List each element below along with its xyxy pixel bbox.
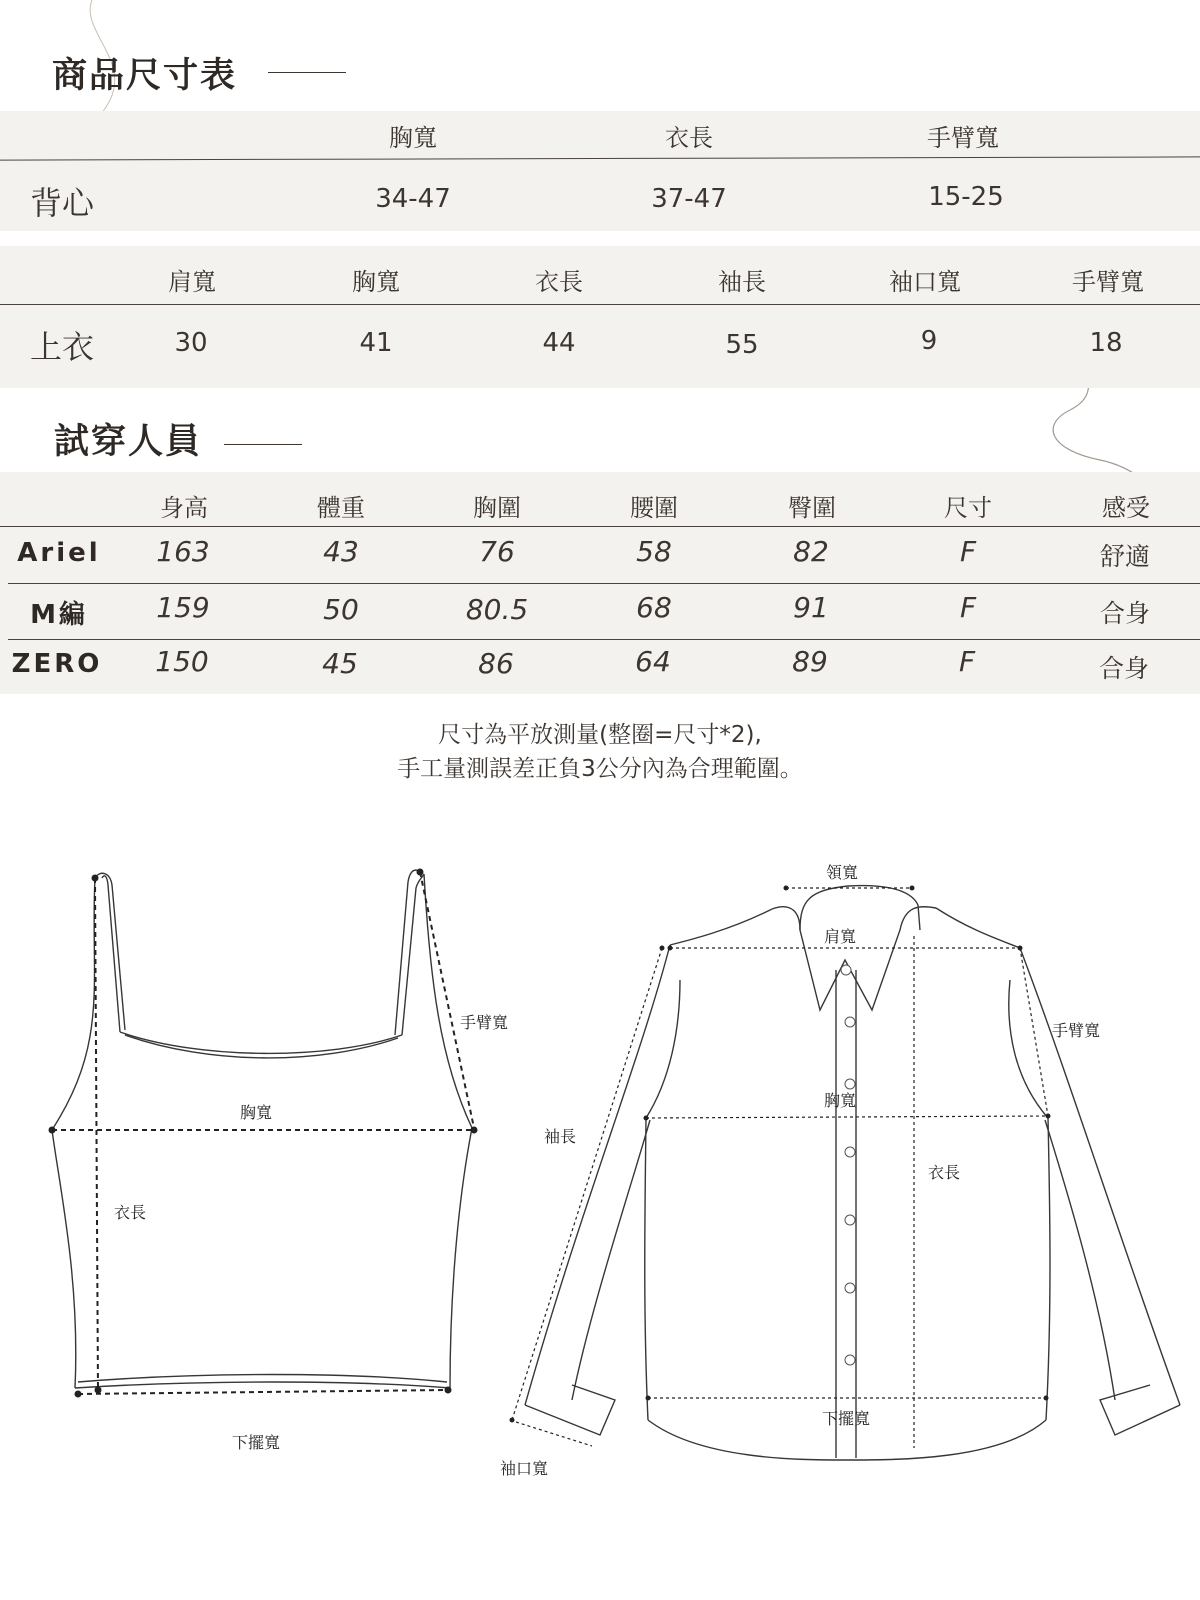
shirt-arm-label: 手臂寬: [1052, 1021, 1101, 1040]
fitting-cell: F: [958, 645, 976, 678]
top-value-length: 44: [542, 328, 576, 358]
shirt-chest-label: 胸寬: [824, 1091, 857, 1110]
vest-table: [0, 111, 1200, 231]
fitting-cell: 163: [156, 535, 210, 568]
fitting-cell: 91: [793, 591, 829, 624]
shirt-shoulder-label: 肩寬: [824, 927, 857, 946]
fitting-header-size: 尺寸: [944, 494, 992, 522]
fitting-cell: 159: [156, 591, 210, 624]
vest-diagram: [0, 860, 520, 1480]
top-value-chest: 41: [359, 328, 393, 358]
top-divider: [0, 304, 1200, 305]
shirt-hem-label: 下擺寬: [822, 1409, 871, 1428]
fitting-cell: 68: [636, 591, 672, 624]
vest-header-chest: 胸寬: [389, 124, 437, 152]
fitting-divider: [8, 583, 1200, 584]
vest-row-label: 背心: [30, 184, 95, 222]
fitting-title: 試穿人員: [54, 421, 203, 462]
fitting-header-bust: 胸圍: [473, 494, 521, 522]
vest-arm-label: 手臂寬: [460, 1013, 509, 1032]
size-chart-title: 商品尺寸表: [52, 55, 238, 96]
measurement-note-line1: 尺寸為平放測量(整圈=尺寸*2),: [438, 722, 762, 748]
measurement-note-line2: 手工量測誤差正負3公分內為合理範圍。: [397, 756, 803, 782]
fitting-cell: 58: [636, 535, 672, 568]
top-header-sleeve: 袖長: [718, 268, 766, 296]
title-dash: [268, 72, 346, 73]
fitting-cell: F: [959, 591, 977, 624]
top-value-arm: 18: [1089, 328, 1123, 358]
fitting-divider: [8, 639, 1200, 640]
fitting-divider: [0, 526, 1200, 527]
shirt-cuff-label: 袖口寬: [500, 1459, 549, 1478]
fitting-row-name: ZERO: [11, 649, 103, 679]
top-value-sleeve: 55: [725, 330, 759, 360]
fitting-header-feel: 感受: [1102, 494, 1150, 522]
fitting-header-weight: 體重: [317, 494, 365, 522]
top-value-shoulder: 30: [174, 328, 208, 358]
fitting-cell: 45: [322, 647, 358, 680]
top-header-shoulder: 肩寬: [168, 268, 216, 296]
top-header-length: 衣長: [535, 268, 583, 296]
fitting-cell: 82: [793, 535, 829, 568]
top-row-label: 上衣: [30, 328, 95, 366]
fitting-cell: 89: [792, 645, 828, 678]
fitting-cell: 舒適: [1099, 542, 1151, 571]
fitting-cell: F: [959, 535, 977, 568]
fitting-cell: 76: [479, 535, 515, 568]
fitting-header-waist: 腰圍: [630, 494, 678, 522]
fitting-cell: 43: [323, 535, 359, 568]
title-dash: [224, 444, 302, 445]
shirt-sleeve-label: 袖長: [544, 1127, 577, 1146]
shirt-diagram: [500, 860, 1200, 1500]
fitting-header-hip: 臀圍: [788, 494, 836, 522]
fitting-header-height: 身高: [160, 494, 208, 522]
fitting-cell: 86: [478, 647, 514, 680]
top-header-arm: 手臂寬: [1072, 268, 1144, 296]
top-header-cuff: 袖口寬: [889, 268, 961, 296]
vest-value-chest: 34-47: [375, 184, 451, 214]
top-value-cuff: 9: [920, 326, 938, 356]
fitting-cell: 合身: [1098, 654, 1150, 683]
vest-hem-label: 下擺寬: [232, 1433, 281, 1452]
vest-length-label: 衣長: [114, 1203, 147, 1222]
fitting-cell: 150: [155, 645, 209, 678]
fitting-cell: 合身: [1099, 599, 1151, 628]
fitting-row-name: M編: [30, 600, 88, 630]
vest-header-length: 衣長: [665, 124, 713, 152]
shirt-length-label: 衣長: [928, 1163, 961, 1182]
vest-value-length: 37-47: [651, 184, 727, 214]
fitting-row-name: Ariel: [17, 538, 101, 568]
fitting-cell: 80.5: [465, 593, 529, 626]
top-header-chest: 胸寬: [352, 268, 400, 296]
fitting-cell: 50: [323, 593, 359, 626]
vest-value-arm: 15-25: [928, 182, 1004, 212]
vest-header-arm: 手臂寬: [927, 124, 999, 152]
fitting-cell: 64: [635, 645, 671, 678]
vest-chest-label: 胸寬: [240, 1103, 273, 1122]
shirt-collar-label: 領寬: [826, 863, 859, 882]
